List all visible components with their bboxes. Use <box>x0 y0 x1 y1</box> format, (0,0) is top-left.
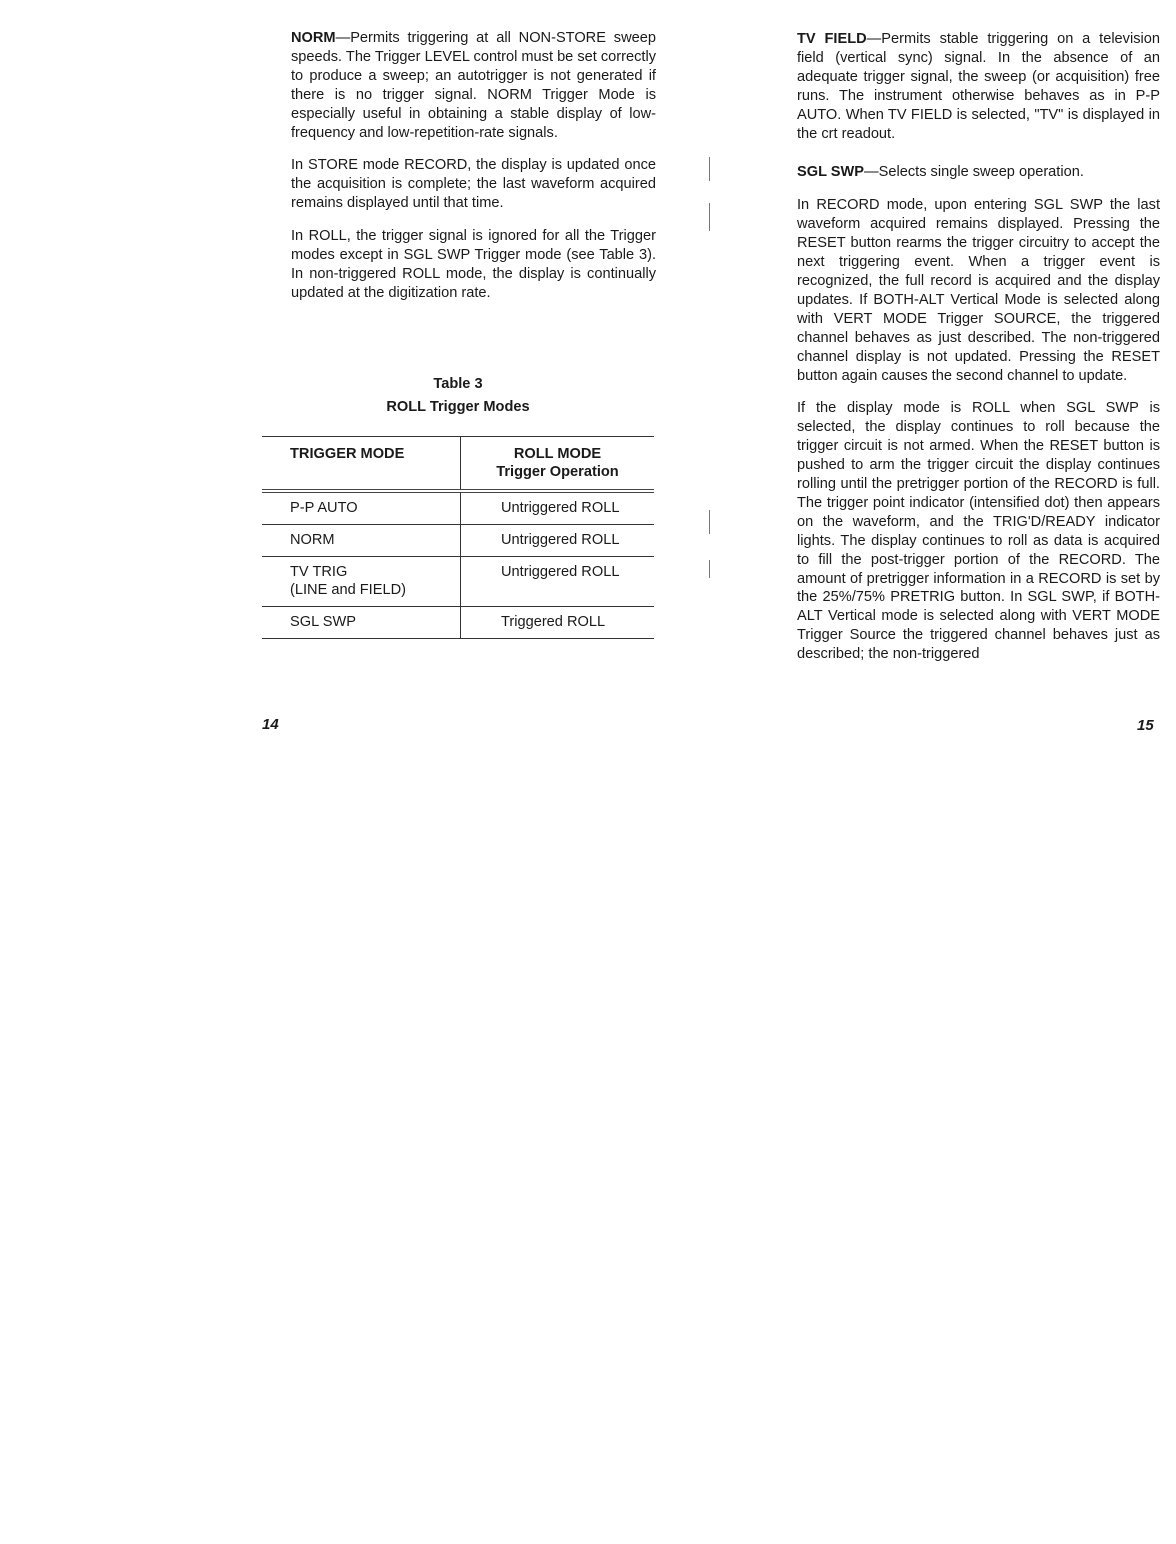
header-roll-mode <box>461 437 655 492</box>
page-number-left: 14 <box>262 716 279 733</box>
trigger-operation-cell: Untriggered ROLL <box>501 532 620 548</box>
tv-field-paragraph <box>797 30 1160 143</box>
norm-term: NORM <box>291 30 336 46</box>
header-roll-mode-line2: Trigger Operation <box>496 464 619 480</box>
scan-mark <box>709 157 710 181</box>
sgl-swp-term: SGL SWP <box>797 164 865 181</box>
trigger-mode-cell <box>262 557 461 607</box>
tv-field-term: TV FIELD <box>797 31 867 47</box>
trigger-mode-cell: NORM <box>262 525 461 557</box>
table-row <box>262 491 654 525</box>
roll-display-paragraph: If the display mode is ROLL when SGL SWP is selected, the display continues to roll because the trigger circuit is not armed. When the RESET button is pushed to arm the trigger circuit the display continues rolling until the pretrigger portion of the RECORD is full. The trigger point indicator (intensified dot) then appears on the waveform, and the TRIG'D/READY indicator lights. The display continues to roll as data is acquired to fill the post-trigger portion of the RECORD. The amount of pretrigger information in a RECORD is set by the 25%/75% PRETRIG button. In SGL SWP, if BOTH-ALT Vertical mode is selected along with VERT MODE Trigger Source the triggered channel behaves just as described; the non-triggered <box>797 400 1160 663</box>
scan-mark <box>709 203 710 231</box>
trigger-operation-cell: Untriggered ROLL <box>501 500 620 516</box>
trigger-mode-name: TV TRIG <box>290 564 348 580</box>
trigger-mode-subtitle: (LINE and FIELD) <box>290 582 406 598</box>
trigger-operation-cell: Untriggered ROLL <box>501 564 620 580</box>
table-row <box>262 525 654 557</box>
header-roll-mode-line1: ROLL MODE <box>513 446 602 462</box>
norm-paragraph <box>291 29 656 142</box>
scan-mark <box>709 560 710 578</box>
table-number: Table 3 <box>433 376 483 392</box>
right-page-column <box>797 30 1160 678</box>
table-row <box>262 557 654 607</box>
store-mode-paragraph: In STORE mode RECORD, the display is updated once the acquisition is complete; the last waveform acquired remains displayed until that time. <box>291 157 656 212</box>
roll-mode-paragraph: In ROLL, the trigger signal is ignored for all the Trigger modes except in SGL SWP Trigger mode (see Table 3). In non-triggered ROLL mode, the display is continually updated at the digitization rate. <box>291 228 656 301</box>
scan-mark <box>709 510 710 534</box>
tv-field-description: —Permits stable triggering on a television field (vertical sync) signal. In the absence of an adequate trigger signal, the sweep (or acquisition) free runs. The instrument otherwise behaves as in P-P AUTO. When TV FIELD is selected, "TV" is displayed in the crt readout. <box>797 31 1160 142</box>
trigger-mode-cell: P-P AUTO <box>262 491 461 525</box>
norm-description: —Permits triggering at all NON-STORE sweep speeds. The Trigger LEVEL control must be set correctly to produce a sweep; an autotrigger is not generated if there is no trigger signal. NORM Trigger Mode is especially useful in obtaining a stable display of low-frequency and low-repetition-rate signals. <box>291 30 657 141</box>
header-trigger-mode: TRIGGER MODE <box>262 437 461 492</box>
left-page-column <box>291 29 656 317</box>
table-row <box>262 607 654 639</box>
trigger-mode-cell: SGL SWP <box>262 607 461 639</box>
page-number-right: 15 <box>1137 717 1154 734</box>
sgl-swp-paragraph <box>797 163 1160 182</box>
table-title: ROLL Trigger Modes <box>386 399 530 415</box>
table-header-row <box>262 437 654 492</box>
trigger-operation-cell: Triggered ROLL <box>501 614 606 630</box>
roll-trigger-modes-table <box>262 436 654 639</box>
record-mode-paragraph: In RECORD mode, upon entering SGL SWP the last waveform acquired remains displayed. Pressing the RESET button rearms the trigger circuitry to accept the next triggering event. When a trigger event is recognized, the full record is acquired and the display updates. If BOTH-ALT Vertical Mode is selected along with VERT MODE Trigger SOURCE, the triggered channel behaves as just described. The non-triggered channel display is not updated. Pressing the RESET button again causes the second channel to update. <box>797 197 1160 384</box>
sgl-swp-description: —Selects single sweep operation. <box>864 164 1084 181</box>
